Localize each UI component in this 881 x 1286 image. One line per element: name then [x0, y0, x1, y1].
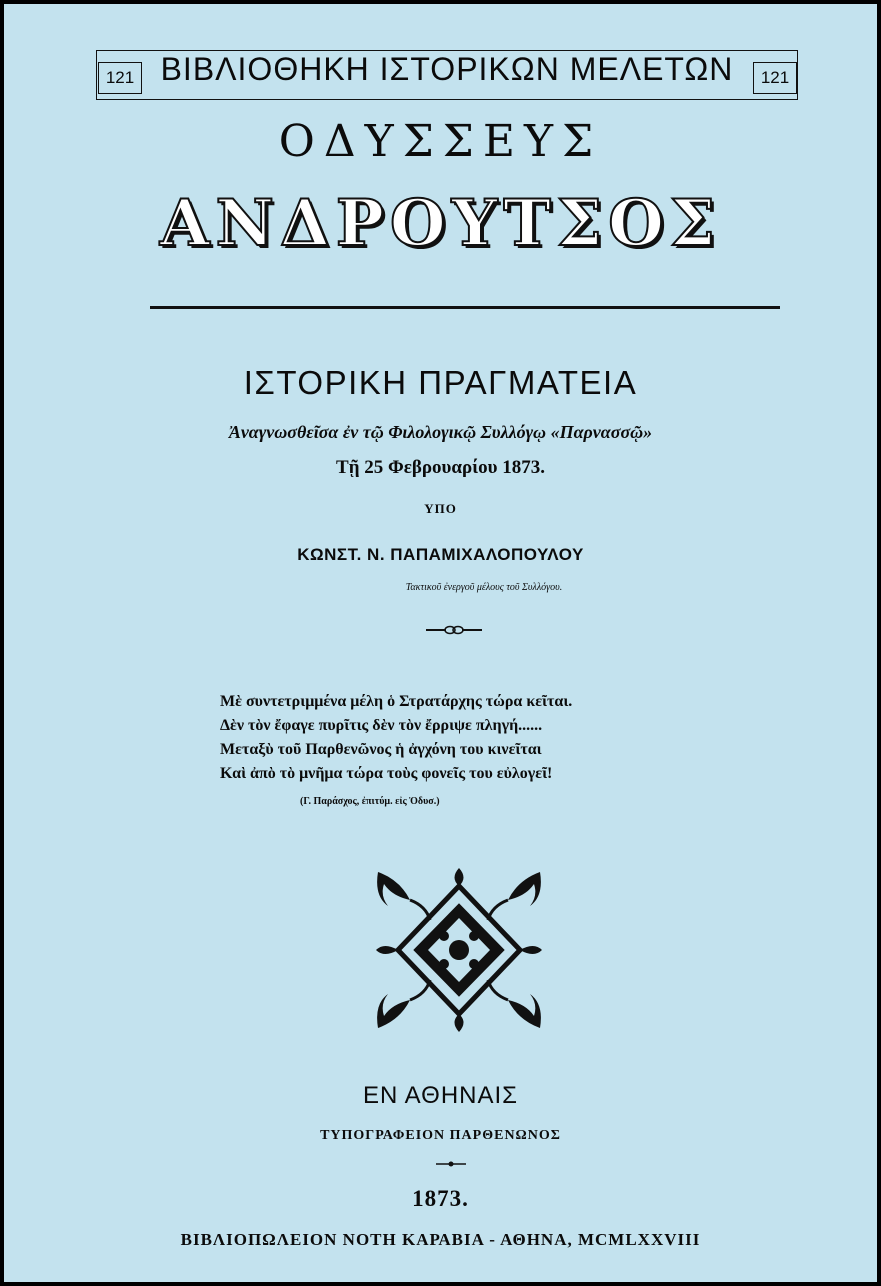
author-by: ΥΠΟ [424, 501, 457, 516]
ornament-vignette-icon [370, 866, 548, 1034]
title-first-name: ΟΔΥΣΣΕΥΣ [278, 116, 603, 167]
title-rule [150, 306, 780, 309]
epigraph-line: Μὲ συντετριμμένα μέλη ὁ Στρατάρχης τώρα κεῖται. [220, 693, 573, 710]
subtitle-read-date: Τῇ 25 Φεβρουαρίου 1873. [336, 457, 545, 478]
subtitle-heading: ΙΣΤΟΡΙΚΗ ΠΡΑΓΜΑΤΕΙΑ [243, 364, 638, 401]
epigraph-line: Καὶ ἀπὸ τὸ μνῆμα τώρα τοὺς φονεῖς του εὐλογεῖ! [220, 765, 553, 782]
flourish-divider-icon [424, 622, 484, 638]
epigraph-line: Μεταξὺ τοῦ Παρθενῶνος ἡ ἀγχόνη του κινεῖται [220, 741, 542, 758]
series-title: ΒΙΒΛΙΟΘΗΚΗ ΙΣΤΟΡΙΚΩΝ ΜΕΛΕΤΩΝ [160, 51, 734, 87]
volume-number-left: 121 [98, 62, 142, 94]
epigraph-citation: (Γ. Παράσχος, ἐπιτύμ. εἰς Ὀδυσ.) [300, 796, 440, 807]
epigraph-line: Δὲν τὸν ἔφαγε πυρῖτις δὲν τὸν ἔρριψε πληγή...... [220, 717, 543, 734]
subtitle-read-at: Ἀναγνωσθεῖσα ἐν τῷ Φιλολογικῷ Συλλόγῳ «Παρνασσῷ» [228, 422, 653, 442]
imprint-printer: ΤΥΠΟΓΡΑΦΕΙΟΝ ΠΑΡΘΕΝΩΝΟΣ [320, 1128, 561, 1143]
author-role: Τακτικοῦ ἐνεργοῦ μέλους τοῦ Συλλόγου. [405, 582, 563, 593]
epigraph-poem [220, 690, 660, 786]
imprint-year: 1873. [412, 1186, 469, 1211]
author-name: ΚΩΝΣΤ. Ν. ΠΑΠΑΜΙΧΑΛΟΠΟΥΛΟΥ [297, 545, 584, 564]
imprint-publisher: ΒΙΒΛΙΟΠΩΛΕΙΟΝ ΝΟΤΗ ΚΑΡΑΒΙΑ - ΑΘΗΝΑ, MCMLXXVIII [180, 1230, 701, 1249]
imprint-city: ΕΝ ΑΘΗΝΑΙΣ [362, 1082, 519, 1109]
title-last-name: ΑΝΔΡΟΥΤΣΟΣ [159, 186, 722, 261]
small-divider-icon [434, 1159, 468, 1169]
book-cover [4, 4, 877, 1282]
volume-number-right: 121 [753, 62, 797, 94]
